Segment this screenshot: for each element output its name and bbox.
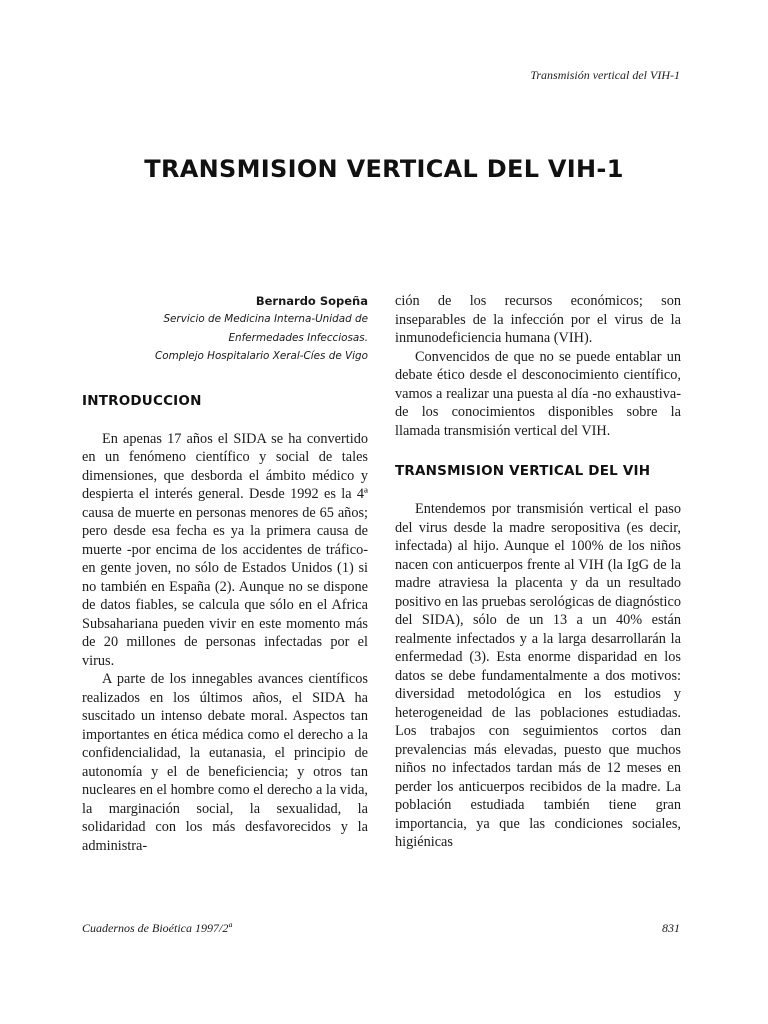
author-block bbox=[82, 292, 368, 366]
journal-footer: Cuadernos de Bioética 1997/2ª bbox=[82, 921, 232, 935]
body-paragraph: En apenas 17 años el SIDA se ha convertido en un fenómeno científico y social de tales dimensiones, que desborda el ámbito médico y despierta el interés general. Desde 1992 es la 4ª causa de muerte en personas menores de 65 años; pero desde esa fecha es ya la primera causa de muerte -por encima de los accidentes de tráfico- en gente joven, no sólo de Estados Unidos (1) si no también en España (2). Aunque no se dispone de datos fiables, se calcula que sólo en el Africa Subsahariana pueden vivir en este momento más de 20 millones de personas infectadas por el virus. bbox=[82, 430, 368, 669]
body-paragraph: A parte de los innegables avances científicos realizados en los últimos años, el SIDA ha suscitado un intenso debate moral. Aspectos tan importantes en ética médica como el derecho a la confidencialidad, la eutanasia, el principio de autonomía y el de beneficiencia; y otros tan nucleares en el hombre como el derecho a la vida, la marginación social, la sexualidad, la solidaridad con los más desfavorecidos y la administra- bbox=[82, 671, 368, 854]
body-paragraph: ción de los recursos económicos; son inseparables de la infección por el virus de la inmunodeficiencia humana (VIH). bbox=[395, 293, 681, 346]
affiliation-line: Complejo Hospitalario Xeral-Cíes de Vigo bbox=[154, 350, 368, 362]
author-name: Bernardo Sopeña bbox=[255, 294, 368, 308]
affiliation-line: Enfermedades Infecciosas. bbox=[228, 331, 368, 344]
body-paragraph: Convencidos de que no se puede entablar un debate ético desde el desconocimiento científico, vamos a realizar una puesta al día -no exhaustiva- de los conocimientos disponibles sobre la llamada transmisión vertical del VIH. bbox=[395, 348, 681, 439]
section-heading-introduccion: INTRODUCCION bbox=[82, 392, 202, 409]
body-paragraph: Entendemos por transmisión vertical el paso del virus desde la madre seropositiva (es decir, infectada) al hijo. Aunque el 100% de los niños nacen con anticuerpos frente al VIH (la IgG de la madre atraviesa la placenta y da un resultado positivo en las pruebas serológicas de diagnóstico del SIDA), sólo de un 13 a un 40% están realmente infectados y a la larga desarrollarán la enfermedad (3). Esta enorme disparidad en los datos se debe fundamentalmente a dos motivos: diversidad metodológica en los estudios y heterogeneidad de las poblaciones estudiadas. Los trabajos con seguimientos cortos dan prevalencias más elevadas, puesto que muchos niños no infectados tardan más de 12 meses en perder los anticuerpos recibidos de la madre. La población estudiada también tiene gran importancia, ya que las condiciones sociales, higiénicas bbox=[395, 501, 681, 850]
left-column bbox=[82, 292, 368, 855]
running-head: Transmisión vertical del VIH-1 bbox=[530, 68, 680, 82]
affiliation-line: Servicio de Medicina Interna-Unidad de bbox=[163, 313, 368, 325]
right-column bbox=[395, 292, 681, 852]
article-title: TRANSMISION VERTICAL DEL VIH-1 bbox=[144, 155, 624, 183]
section-heading-transmision-vertical: TRANSMISION VERTICAL DEL VIH bbox=[395, 463, 651, 479]
page-number: 831 bbox=[662, 921, 680, 935]
